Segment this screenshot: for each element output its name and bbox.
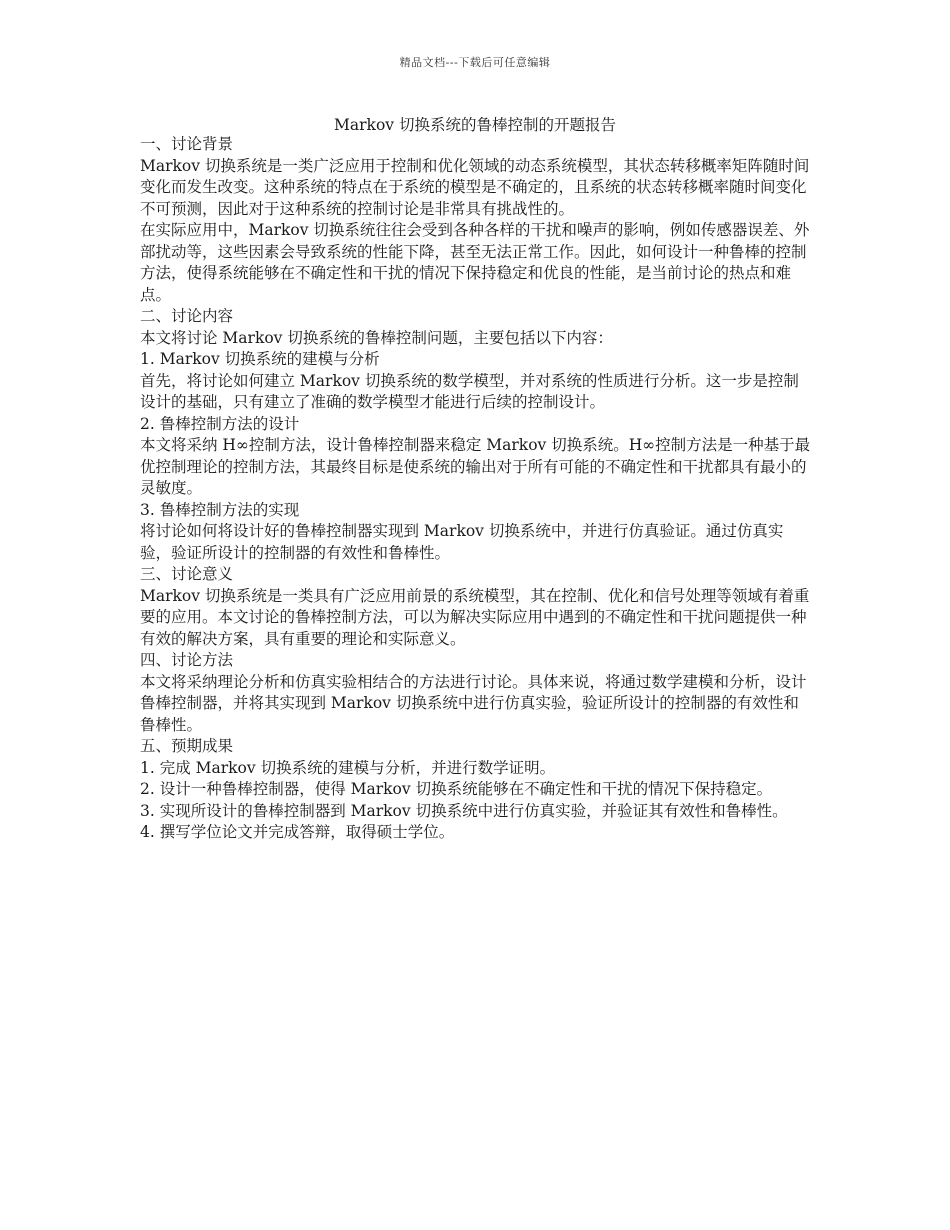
list-item: 4. 撰写学位论文并完成答辩，取得硕士学位。	[140, 823, 455, 841]
paragraph: 本文将采纳理论分析和仿真实验相结合的方法进行讨论。具体来说，将通过数学建模和分析，设计鲁棒控制器，并将其实现到 Markov 切换系统中进行仿真实验，验证所设计的控制器的有效性和鲁棒性。	[140, 672, 807, 734]
section-content	[140, 306, 812, 564]
page-header: 精品文档---下载后可任意编辑	[399, 56, 551, 69]
paragraph: 首先，将讨论如何建立 Markov 切换系统的数学模型，并对系统的性质进行分析。这一步是控制设计的基础，只有建立了准确的数学模型才能进行后续的控制设计。	[140, 371, 799, 411]
list-item: 3. 实现所设计的鲁棒控制器到 Markov 切换系统中进行仿真实验，并验证其有效性和鲁棒性。	[140, 801, 788, 820]
paragraph: 将讨论如何将设计好的鲁棒控制器实现到 Markov 切换系统中，并进行仿真验证。通过仿真实验，验证所设计的控制器的有效性和鲁棒性。	[140, 522, 784, 562]
document-title: Markov 切换系统的鲁棒控制的开题报告	[334, 116, 616, 134]
list-item: 1. 完成 Markov 切换系统的建模与分析，并进行数学证明。	[140, 758, 556, 777]
section-heading: 四、讨论方法	[140, 651, 234, 669]
paragraph: 本文将讨论 Markov 切换系统的鲁棒控制问题，主要包括以下内容：	[140, 328, 613, 347]
list-item: 2. 设计一种鲁棒控制器，使得 Markov 切换系统能够在不确定性和干扰的情况下保持稳定。	[140, 780, 773, 798]
list-item-heading: 2. 鲁棒控制方法的设计	[140, 414, 300, 433]
section-heading: 一、讨论背景	[140, 135, 234, 153]
section-methods	[140, 650, 812, 736]
section-heading: 二、讨论内容	[140, 307, 234, 325]
section-heading: 五、预期成果	[140, 737, 234, 755]
section-background	[140, 134, 812, 306]
section-expected-results	[140, 736, 812, 844]
paragraph: Markov 切换系统是一类广泛应用于控制和优化领域的动态系统模型，其状态转移概率矩阵随时间变化而发生改变。这种系统的特点在于系统的模型是不确定的，且系统的状态转移概率随时间变化不可预测，因此对于这种系统的控制讨论是非常具有挑战性的。	[140, 156, 810, 218]
section-heading: 三、讨论意义	[140, 565, 234, 583]
paragraph: 本文将采纳 H∞控制方法，设计鲁棒控制器来稳定 Markov 切换系统。H∞控制方法是一种基于最优控制理论的控制方法，其最终目标是使系统的输出对于所有可能的不确定性和干扰都具有最小的灵敏度。	[140, 436, 811, 497]
document-body	[140, 134, 812, 844]
list-item-heading: 3. 鲁棒控制方法的实现	[140, 500, 300, 519]
paragraph: Markov 切换系统是一类具有广泛应用前景的系统模型，其在控制、优化和信号处理等领域有着重要的应用。本文讨论的鲁棒控制方法，可以为解决实际应用中遇到的不确定性和干扰问题提供一种有效的解决方案，具有重要的理论和实际意义。	[140, 586, 810, 648]
section-significance	[140, 564, 812, 650]
paragraph: 在实际应用中，Markov 切换系统往往会受到各种各样的干扰和噪声的影响，例如传感器误差、外部扰动等，这些因素会导致系统的性能下降，甚至无法正常工作。因此，如何设计一种鲁棒的控制方法，使得系统能够在不确定性和干扰的情况下保持稳定和优良的性能，是当前讨论的热点和难点。	[140, 221, 810, 304]
list-item-heading: 1. Markov 切换系统的建模与分析	[140, 350, 380, 368]
